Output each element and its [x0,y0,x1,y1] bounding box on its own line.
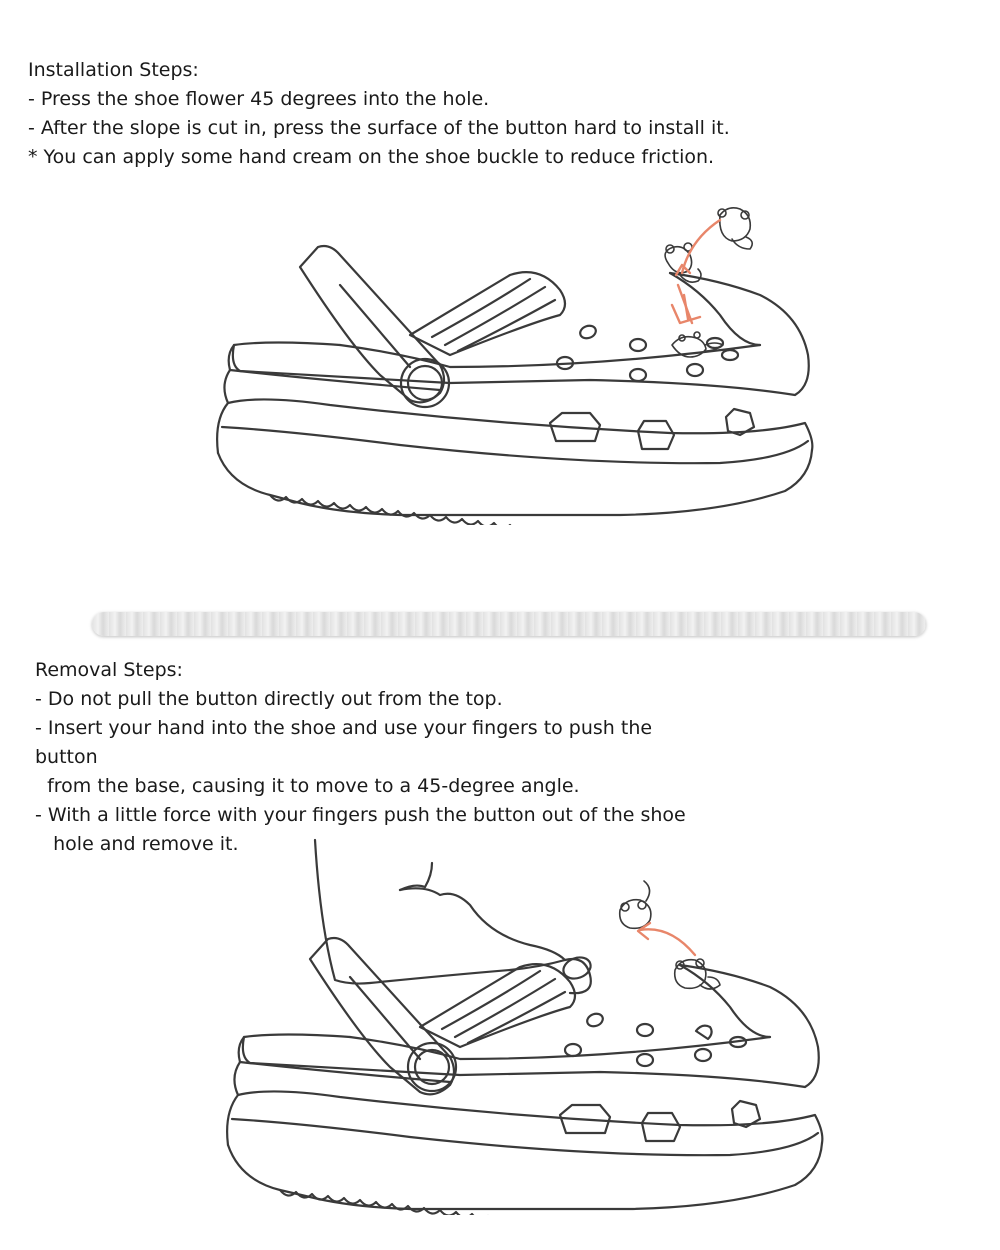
removal-section [35,656,686,859]
removal-step-3: - With a little force with your fingers push the button out of the shoe [35,804,686,826]
section-divider [92,612,926,636]
installation-step-2: - After the slope is cut in, press the surface of the button hard to install it. [28,117,730,139]
installation-tip: * You can apply some hand cream on the shoe buckle to reduce friction. [28,146,715,168]
removal-step-2-cont-2: from the base, causing it to move to a 45-degree angle. [35,775,580,797]
installation-section [28,56,730,172]
removal-heading: Removal Steps: [35,659,183,681]
removal-step-3-cont: hole and remove it. [35,833,239,855]
removal-step-1: - Do not pull the button directly out from the top. [35,688,503,710]
removal-shoe-illustration [210,835,830,1215]
removal-step-2-cont: button [35,746,98,768]
removal-step-2: - Insert your hand into the shoe and use your fingers to push the [35,717,653,739]
installation-heading: Installation Steps: [28,59,199,81]
installation-shoe-illustration [200,195,820,525]
installation-step-1: - Press the shoe flower 45 degrees into the hole. [28,88,490,110]
